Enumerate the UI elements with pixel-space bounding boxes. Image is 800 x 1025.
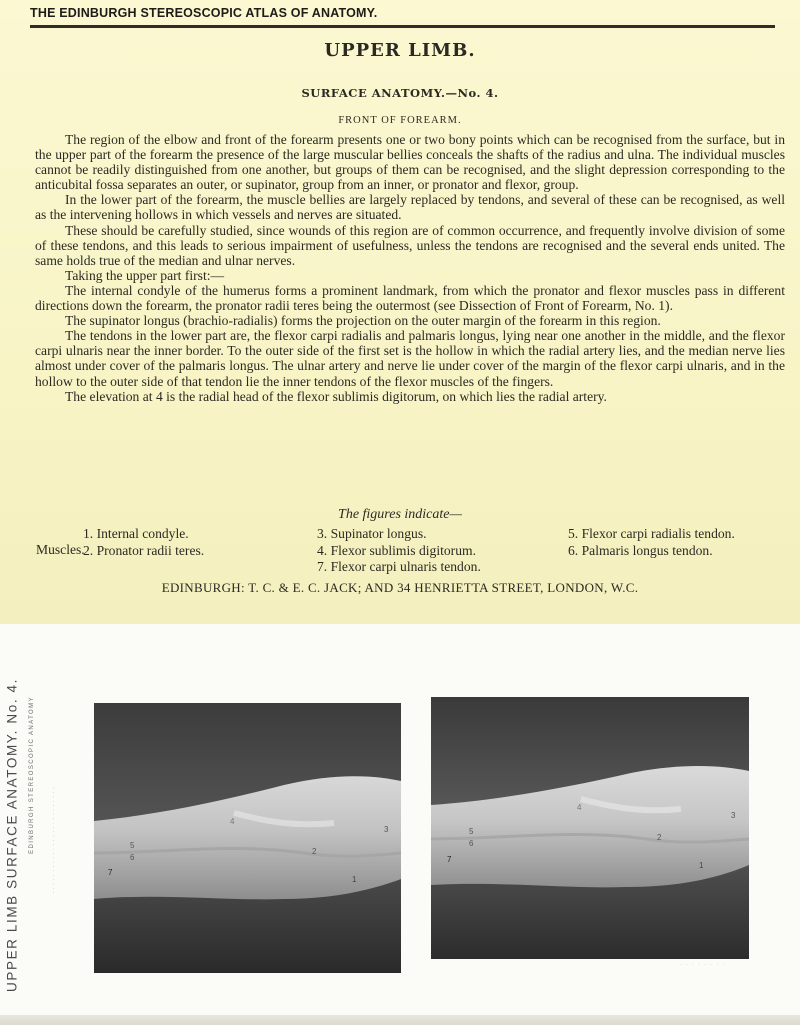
figure-label: 7 <box>447 855 452 864</box>
forearm-photo-right <box>431 697 749 959</box>
figure-label: 6 <box>130 853 135 862</box>
figure-label: 2 <box>657 833 662 842</box>
legend-item: 1. Internal condyle. <box>83 526 189 541</box>
stereo-photo-right <box>431 697 749 959</box>
legend-column <box>568 526 735 559</box>
figure-label: 6 <box>469 839 474 848</box>
figure-label: 3 <box>731 811 736 820</box>
body-text <box>35 132 785 404</box>
figure-label: 7 <box>108 868 113 877</box>
legend-item: 4. Flexor sublimis digitorum. <box>317 542 476 558</box>
section-heading: FRONT OF FOREARM. <box>338 115 462 126</box>
card-spine-copyright-mark: . . . . . . . . . . . . . . . . . . . . . . . . . <box>50 786 56 894</box>
figure-label: 1 <box>352 875 357 884</box>
figure-label: 4 <box>577 803 582 812</box>
plate-subtitle: SURFACE ANATOMY.—No. 4. <box>301 86 499 100</box>
figure-label: 1 <box>699 861 704 870</box>
legend-item: 5. Flexor carpi radialis tendon. <box>568 526 735 541</box>
paragraph: The tendons in the lower part are, the flexor carpi radialis and palmaris longus, lying near one another in the middle, and the flexor carpi ulnaris near the inner border. To the outer side of the first set is the hollow in which the radial artery lies, and the median nerve lies almost under cover of the palmaris longus. The ulnar artery and nerve lie under cover of the margin of the flexor carpi ulnaris, and in the hollow to the outer side of that tendon lie the inner tendons of the flexor muscles of the fingers. <box>35 328 785 389</box>
legend-group-label: Muscles. <box>36 542 85 557</box>
card-spine-publisher <box>26 680 38 870</box>
paragraph: These should be carefully studied, since wounds of this region are of common occurrence, and frequently involve division of some of these tendons, and this leads to serious impairment of usefulness, unless the tendons are recognised and the several ends united. The same holds true of the median and ulnar nerves. <box>35 222 785 268</box>
plate-title: UPPER LIMB. <box>324 40 476 61</box>
legend-item: 7. Flexor carpi ulnaris tendon. <box>317 559 481 574</box>
legend-column <box>317 526 481 576</box>
card-spine-copyright <box>48 700 58 980</box>
figure-label: 2 <box>312 847 317 856</box>
paragraph: The elevation at 4 is the radial head of the flexor sublimis digitorum, on which lies the radial artery. <box>65 388 607 404</box>
paragraph: The supinator longus (brachio-radialis) forms the projection on the outer margin of the forearm in this region. <box>65 313 661 329</box>
figure-label: 5 <box>130 841 135 850</box>
header-rule <box>30 25 775 28</box>
forearm-photo-left <box>94 703 401 973</box>
figures-heading: The figures indicate— <box>338 507 462 522</box>
legend-column <box>83 526 204 559</box>
paragraph: Taking the upper part first:— <box>65 267 225 283</box>
stereo-photo-left <box>94 703 401 973</box>
figure-label: 4 <box>230 817 235 826</box>
paragraph: In the lower part of the forearm, the muscle bellies are largely replaced by tendons, and several of these can be recognised, as well as the intervening hollows in which vessels and nerves are situated. <box>35 192 785 223</box>
figure-label: 5 <box>469 827 474 836</box>
card-edge <box>0 1015 800 1025</box>
card-spine-title-text: UPPER LIMB SURFACE ANATOMY. No. 4. <box>4 678 20 992</box>
atlas-header: THE EDINBURGH STEREOSCOPIC ATLAS OF ANATOMY. <box>30 6 378 20</box>
card-spine-title <box>2 675 22 995</box>
paragraph: The region of the elbow and front of the forearm presents one or two bony points which can be recognised from the surface, but in the upper part of the forearm the presence of the large muscular bellies conceals the shafts of the radius and ulna. The individual muscles cannot be readily distinguished from one another, but groups of them can be recognised, and the slight depression corresponding to the anticubital fossa separates an outer, or supinator, group from an inner, or pronator and flexor, group. <box>35 132 785 193</box>
legend-item: 2. Pronator radii teres. <box>83 542 205 558</box>
card-spine-publisher-text: EDINBURGH STEREOSCOPIC ANATOMY <box>29 696 35 854</box>
figure-label: 3 <box>384 825 389 834</box>
paragraph: The internal condyle of the humerus forms a prominent landmark, from which the pronator and flexor muscles pass in different directions down the forearm, the pronator radii teres being the outermost (see Dissection of Front of Forearm, No. 1). <box>35 282 785 314</box>
publisher-imprint: EDINBURGH: T. C. & E. C. JACK; AND 34 HENRIETTA STREET, LONDON, W.C. <box>161 580 639 595</box>
photo-credit-mark: · · · · · · · · <box>680 962 726 968</box>
legend-item: 3. Supinator longus. <box>317 526 427 541</box>
legend-item: 6. Palmaris longus tendon. <box>568 542 713 558</box>
